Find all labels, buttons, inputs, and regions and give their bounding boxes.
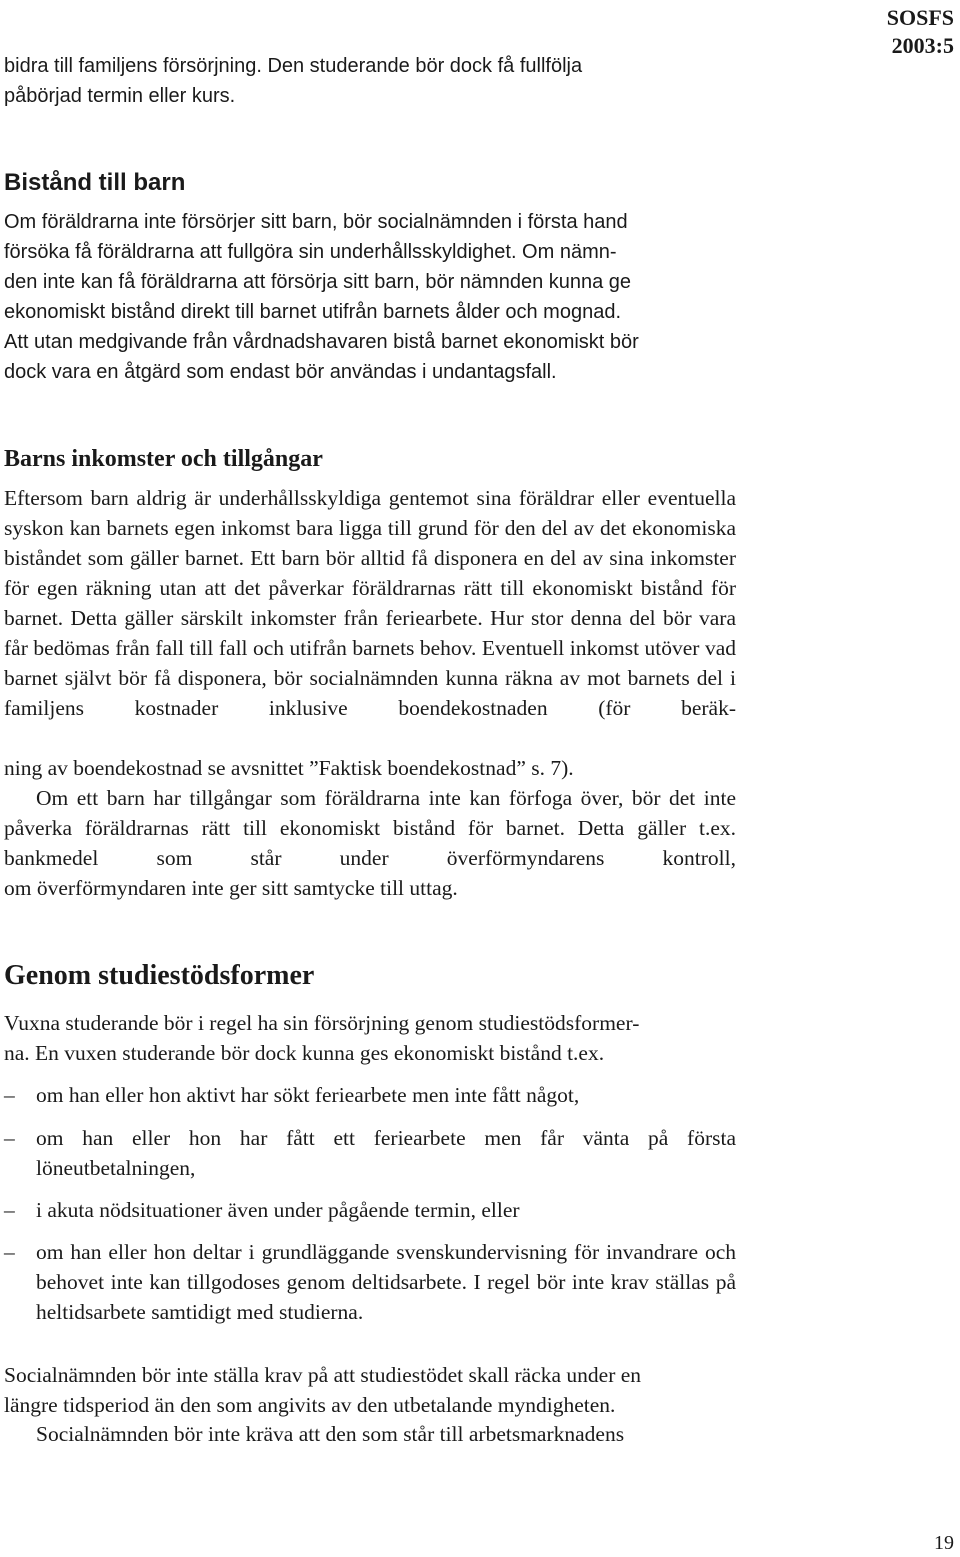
intro-line: bidra till familjens försörjning. Den studerande bör dock få fullfölja — [4, 55, 583, 77]
document-number: 2003:5 — [891, 33, 954, 58]
body-line: Socialnämnden bör inte kräva att den som står till arbetsmarknadens — [36, 1422, 625, 1446]
paragraph-barns-inkomster: Eftersom barn aldrig är underhållsskyldiga gentemot sina föräldrar eller eventuella syskon kan barnets egen inkomst bara ligga till grund för den del av det ekonomiska biståndet som gäller barnet. Ett barn bör alltid få disponera en del av sina inkomster för egen räkning utan att det påverkar föräldrarnas rätt till ekonomiskt bistånd för barnet. Detta gäller särskilt inkomster från feriearbete. Hur stor denna del bör vara får bedömas från fall till fall och utifrån barnets behov. Eventuell inkomst utöver vad barnet självt bör få disponera, bör socialnämnden kunna räkna av mot barnets del i familjens kostnader inklusive boendekostnaden (för beräk- — [4, 486, 736, 720]
body-line: Socialnämnden bör inte ställa krav på att studiestödet skall räcka under en — [4, 1363, 642, 1387]
body-line: Om föräldrarna inte försörjer sitt barn, bör socialnämnden i första hand — [4, 211, 628, 233]
section-heading-studiestodsformer: Genom studiestödsformer — [4, 960, 315, 991]
body-line: den inte kan få föräldrarna att försörja sitt barn, bör nämnden kunna ge — [4, 271, 632, 293]
document-code — [887, 4, 954, 60]
list-item: om han eller hon aktivt har sökt feriearbete men inte fått något, — [36, 1083, 580, 1107]
paragraph-last-line: om överförmyndaren inte ger sitt samtycke till uttag. — [4, 876, 458, 900]
body-line: Vuxna studerande bör i regel ha sin försörjning genom studiestödsformer- — [4, 1011, 640, 1035]
section-heading-bistand-till-barn: Bistånd till barn — [4, 169, 186, 196]
list-item: om han eller hon har fått ett feriearbete men får vänta på första löneutbetalningen, — [36, 1126, 736, 1180]
body-line: ekonomiskt bistånd direkt till barnet utifrån barnets ålder och mognad. — [4, 301, 622, 323]
body-line: dock vara en åtgärd som endast bör användas i undantagsfall. — [4, 361, 557, 383]
paragraph-tillgangar: Om ett barn har tillgångar som föräldrarna inte kan förfoga över, bör det inte påverka föräldrarnas rätt till ekonomiskt bistånd för barnet. Detta gäller t.ex. bankmedel som står under överförmyndarens kontroll, — [4, 786, 736, 870]
intro-line: påbörjad termin eller kurs. — [4, 85, 236, 107]
body-line: längre tidsperiod än den som angivits av den utbetalande myndigheten. — [4, 1393, 616, 1417]
paragraph-last-line: ning av boendekostnad se avsnittet ”Faktisk boendekostnad” s. 7). — [4, 756, 574, 780]
document-series: SOSFS — [886, 5, 954, 30]
list-item: i akuta nödsituationer även under pågående termin, eller — [36, 1198, 520, 1222]
page-number: 19 — [934, 1532, 954, 1554]
body-line: försöka få föräldrarna att fullgöra sin underhållsskyldighet. Om nämn- — [4, 241, 617, 263]
body-line: Att utan medgivande från vårdnadshavaren bistå barnet ekonomiskt bör — [4, 331, 639, 353]
list-dash: – — [4, 1240, 15, 1264]
list-dash: – — [4, 1198, 15, 1222]
section-heading-barns-inkomster: Barns inkomster och tillgångar — [4, 446, 323, 472]
body-line: na. En vuxen studerande bör dock kunna ges ekonomiskt bistånd t.ex. — [4, 1041, 605, 1065]
list-item: om han eller hon deltar i grundläggande svenskundervisning för invandrare och behovet inte kan tillgodoses genom deltidsarbete. I regel bör inte krav ställas på heltidsarbete samtidigt med studierna. — [36, 1240, 736, 1324]
list-dash: – — [4, 1083, 15, 1107]
list-dash: – — [4, 1126, 15, 1150]
